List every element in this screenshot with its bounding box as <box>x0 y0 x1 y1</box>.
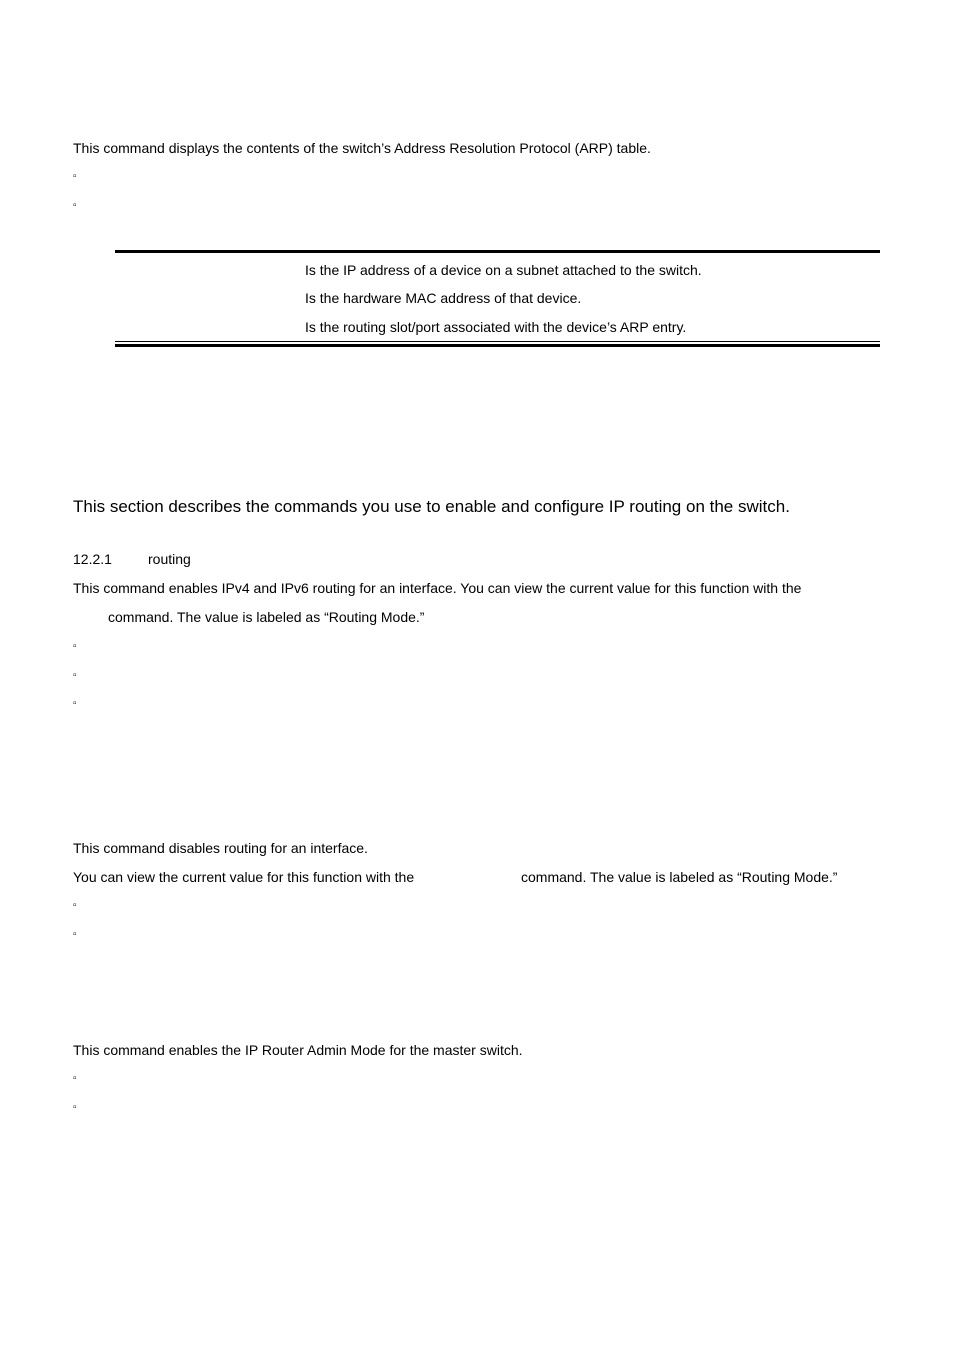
subsection-title: routing <box>148 551 191 567</box>
ip-routing-description: This command enables the IP Router Admin Mode for the master switch. <box>73 1042 523 1058</box>
bullet-marker: ▫ <box>73 1102 77 1113</box>
table-bottom-rule-thick <box>115 344 880 347</box>
bullet-marker: ▫ <box>73 670 77 681</box>
subsection-number: 12.2.1 <box>73 551 112 567</box>
arp-description: This command displays the contents of the switch’s Address Resolution Protocol (ARP) table. <box>73 140 651 156</box>
bullet-marker: ▫ <box>73 929 77 940</box>
no-routing-description-line2a: You can view the current value for this function with the <box>73 869 415 885</box>
routing-description-line2: command. The value is labeled as “Routing Mode.” <box>108 609 425 625</box>
no-routing-description-line2b: command. The value is labeled as “Routing Mode.” <box>521 869 838 885</box>
bullet-marker: ▫ <box>73 698 77 709</box>
bullet-marker: ▫ <box>73 1073 77 1084</box>
table-row-desc: Is the routing slot/port associated with the device’s ARP entry. <box>305 319 687 335</box>
no-routing-description-line1: This command disables routing for an interface. <box>73 840 368 856</box>
table-bottom-rule-thin <box>115 341 880 342</box>
bullet-marker: ▫ <box>73 200 77 211</box>
table-row-desc: Is the hardware MAC address of that device. <box>305 290 582 306</box>
bullet-marker: ▫ <box>73 171 77 182</box>
table-row-desc: Is the IP address of a device on a subnet attached to the switch. <box>305 262 702 278</box>
bullet-marker: ▫ <box>73 641 77 652</box>
routing-description-line1: This command enables IPv4 and IPv6 routing for an interface. You can view the current value for this function with the <box>73 580 802 596</box>
table-top-rule <box>115 250 880 253</box>
section-intro: This section describes the commands you use to enable and configure IP routing on the switch. <box>73 497 790 516</box>
bullet-marker: ▫ <box>73 900 77 911</box>
